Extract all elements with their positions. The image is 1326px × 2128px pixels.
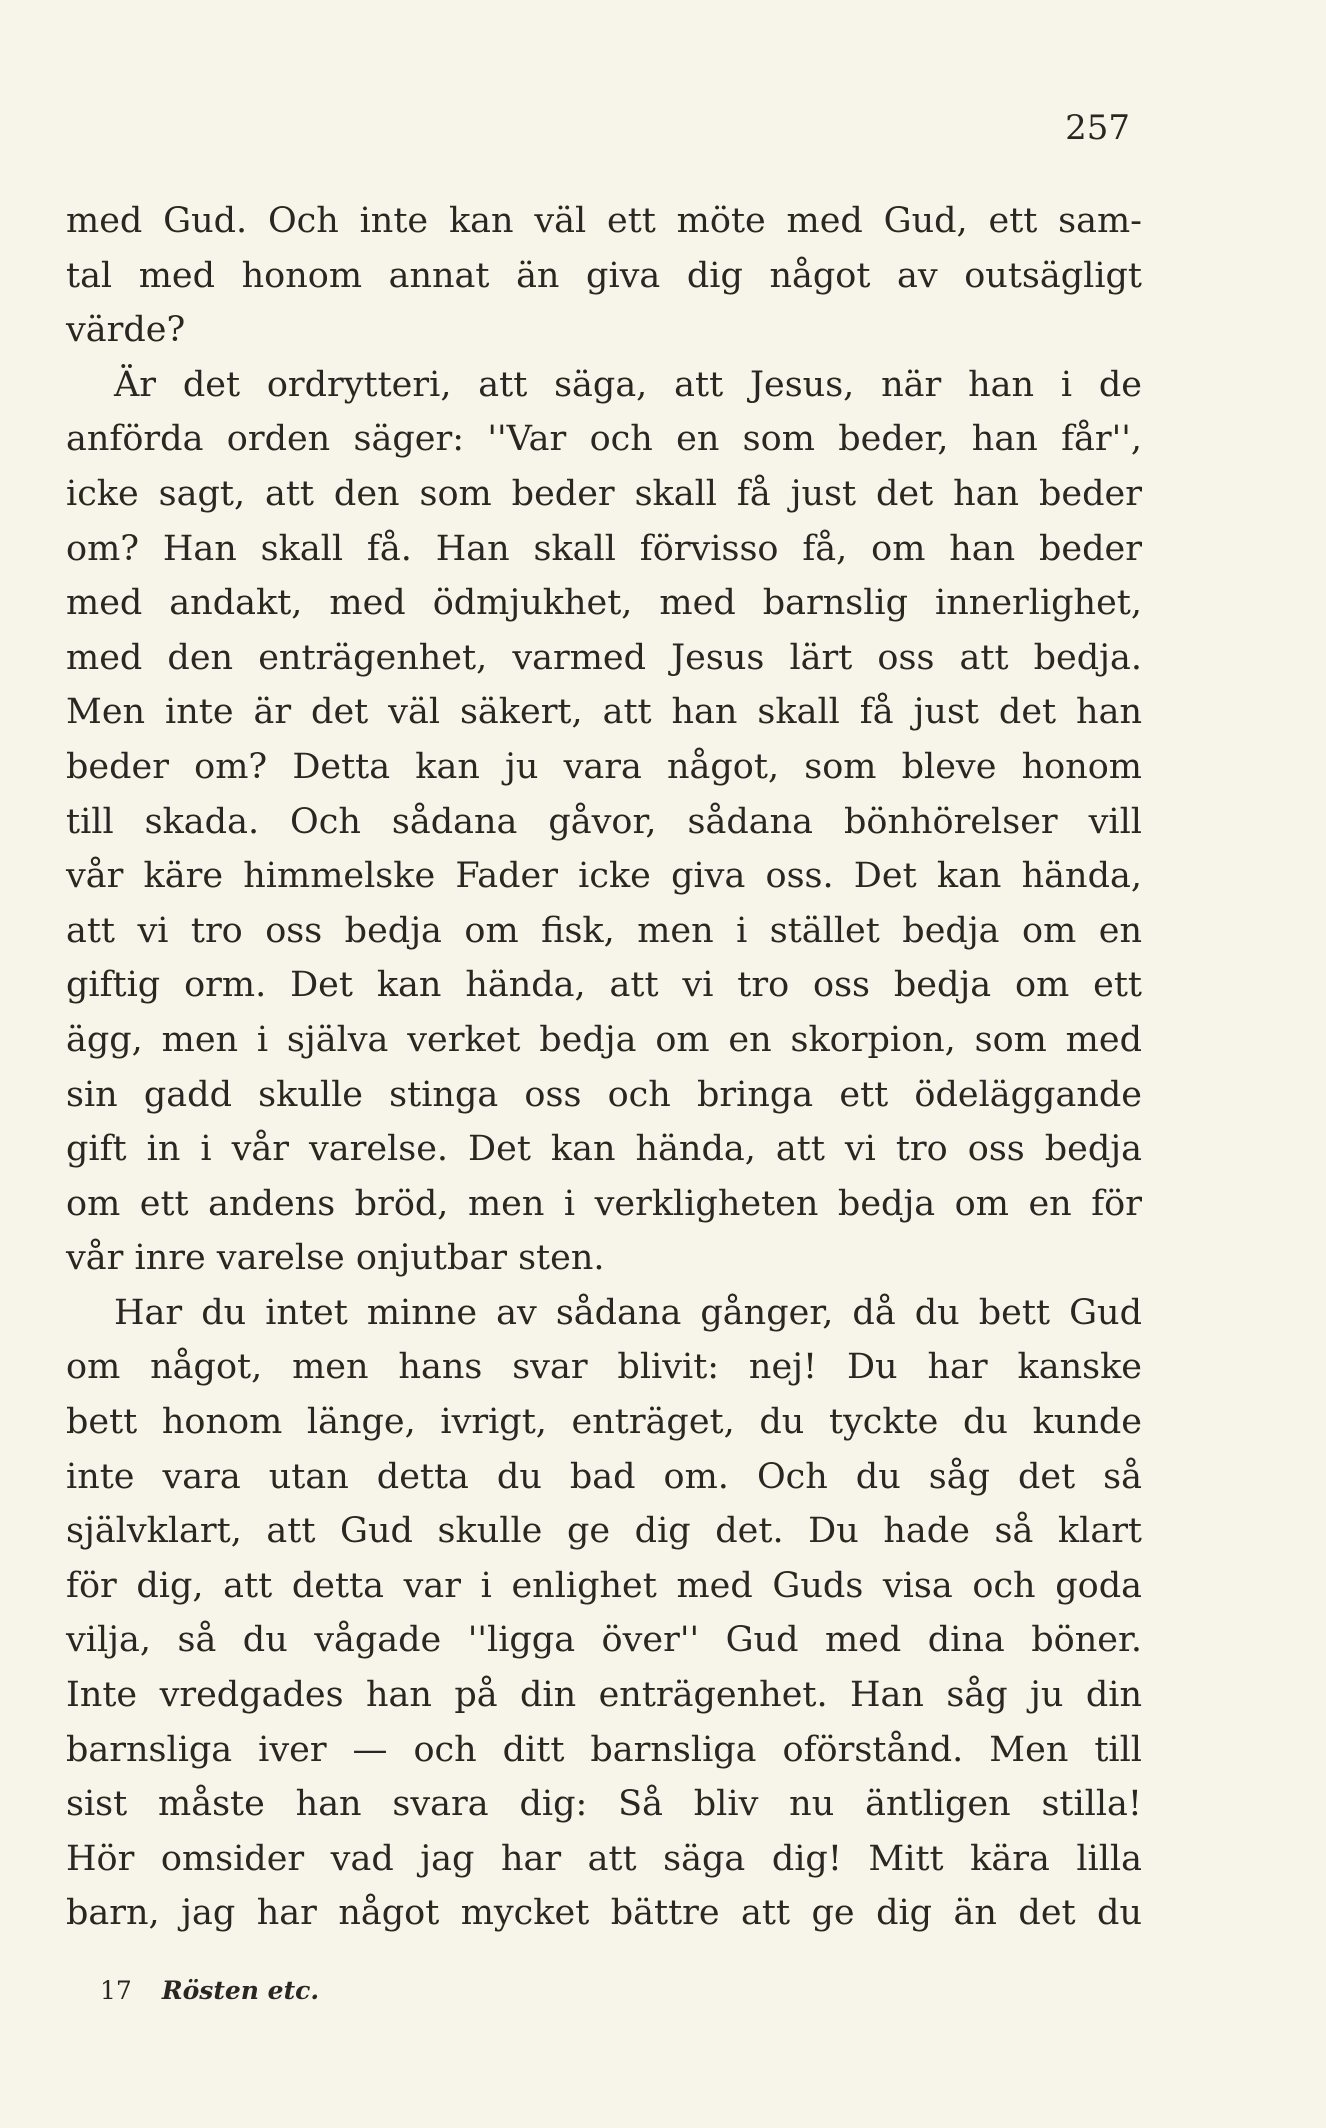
text-line: tal med honom annat än giva dig något av outsägligt: [66, 255, 1142, 296]
text-line: Inte vredgades han på din enträgenhet. Han såg ju din: [66, 1675, 1142, 1716]
text-line: självklart, att Gud skulle ge dig det. Du hade så klart: [66, 1511, 1142, 1552]
text-line: barnsliga iver — och ditt barnsliga oförstånd. Men till: [66, 1729, 1142, 1770]
text-line: Har du intet minne av sådana gånger, då du bett Gud: [114, 1292, 1142, 1333]
text-line: icke sagt, att den som beder skall få just det han beder: [66, 473, 1142, 514]
page-footer: [100, 1976, 319, 2005]
text-line: om ett andens bröd, men i verkligheten bedja om en för: [66, 1183, 1142, 1224]
text-line: inte vara utan detta du bad om. Och du såg det så: [66, 1456, 1142, 1497]
text-line: Är det ordrytteri, att säga, att Jesus, när han i de: [114, 364, 1142, 405]
text-line: bett honom länge, ivrigt, enträget, du tyckte du kunde: [66, 1402, 1142, 1443]
text-line: om något, men hans svar blivit: nej! Du har kanske: [66, 1347, 1142, 1388]
text-line: anförda orden säger: ''Var och en som beder, han får'',: [66, 419, 1142, 460]
text-line: Men inte är det väl säkert, att han skall få just det han: [66, 692, 1142, 733]
text-line: sin gadd skulle stinga oss och bringa ett ödeläggande: [66, 1074, 1142, 1115]
text-line: sist måste han svara dig: Så bliv nu äntligen stilla!: [66, 1784, 1142, 1825]
text-line: beder om? Detta kan ju vara något, som bleve honom: [66, 746, 1142, 787]
text-line: ägg, men i själva verket bedja om en skorpion, som med: [66, 1019, 1142, 1060]
text-line: om? Han skall få. Han skall förvisso få, om han beder: [66, 528, 1142, 569]
text-line: med den enträgenhet, varmed Jesus lärt oss att bedja.: [66, 637, 1142, 678]
body-text: [66, 194, 1142, 1941]
page-number: 257: [1065, 108, 1130, 148]
text-line: Hör omsider vad jag har att säga dig! Mitt kära lilla: [66, 1838, 1142, 1879]
running-title: Rösten etc.: [161, 1976, 320, 2005]
text-line: för dig, att detta var i enlighet med Guds visa och goda: [66, 1565, 1142, 1606]
text-line: gift in i vår varelse. Det kan hända, att vi tro oss bedja: [66, 1129, 1142, 1170]
signature-mark: 17: [100, 1976, 132, 2005]
text-line: vilja, så du vågade ''ligga över'' Gud med dina böner.: [66, 1620, 1142, 1661]
text-line: vår käre himmelske Fader icke giva oss. Det kan hända,: [66, 856, 1142, 897]
text-line: vår inre varelse onjutbar sten.: [66, 1238, 605, 1279]
text-line: barn, jag har något mycket bättre att ge dig än det du: [66, 1893, 1142, 1934]
text-line: värde?: [66, 310, 186, 351]
text-line: giftig orm. Det kan hända, att vi tro oss bedja om ett: [66, 965, 1142, 1006]
text-line: med Gud. Och inte kan väl ett möte med Gud, ett sam-: [66, 201, 1142, 241]
text-line: till skada. Och sådana gåvor, sådana bönhörelser vill: [66, 801, 1142, 842]
text-line: att vi tro oss bedja om fisk, men i stället bedja om en: [66, 910, 1142, 951]
text-line: med andakt, med ödmjukhet, med barnslig innerlighet,: [66, 583, 1142, 624]
